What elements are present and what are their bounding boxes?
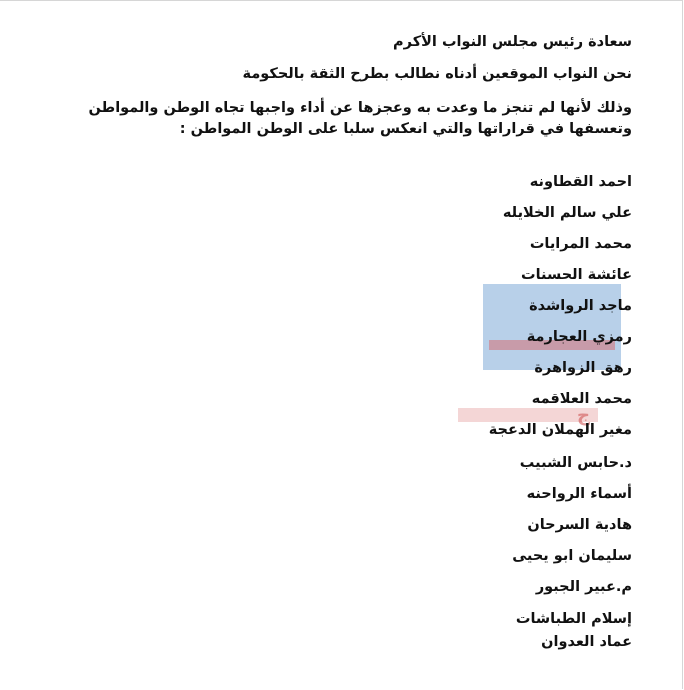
- watermark: [483, 284, 621, 370]
- signatory-name: علي سالم الخلايله: [502, 205, 632, 221]
- signatory-name: عائشة الحسنات: [521, 267, 632, 283]
- signatory-name: أسماء الرواحنه: [526, 486, 632, 502]
- signatory-name: هادية السرحان: [527, 517, 632, 533]
- signatory-name: محمد المرايات: [529, 236, 632, 252]
- signatory-name: م.عبير الجبور: [535, 579, 632, 595]
- signatory-name: احمد القطاونه: [529, 174, 632, 190]
- signatory-name: إسلام الطباشات: [515, 611, 632, 627]
- signatory-name: مغير الهملان الدعجة: [488, 422, 632, 438]
- signatory-name: رهق الزواهرة: [534, 360, 632, 376]
- signatory-name: د.حابس الشبيب: [519, 455, 632, 471]
- signatory-name: محمد العلاقمه: [531, 391, 632, 407]
- reason-paragraph: وذلك لأنها لم تنجز ما وعدت به وعجزها عن أداء واجبها تجاه الوطن والمواطن وتعسفها في قراراتها والتي انعكس سلبا على الوطن المواطن :: [88, 100, 632, 137]
- signatory-name: عماد العدوان: [541, 634, 632, 650]
- signatory-name: ماجد الرواشدة: [529, 298, 632, 314]
- signatory-name: سليمان ابو يحيى: [512, 548, 632, 564]
- salutation: سعادة رئيس مجلس النواب الأكرم: [393, 34, 632, 50]
- signatory-name: رمزي العجارمة: [526, 329, 632, 345]
- watermark-logo-icon: ج: [577, 405, 590, 426]
- request-line: نحن النواب الموقعين أدناه نطالب بطرح الثقة بالحكومة: [242, 66, 632, 82]
